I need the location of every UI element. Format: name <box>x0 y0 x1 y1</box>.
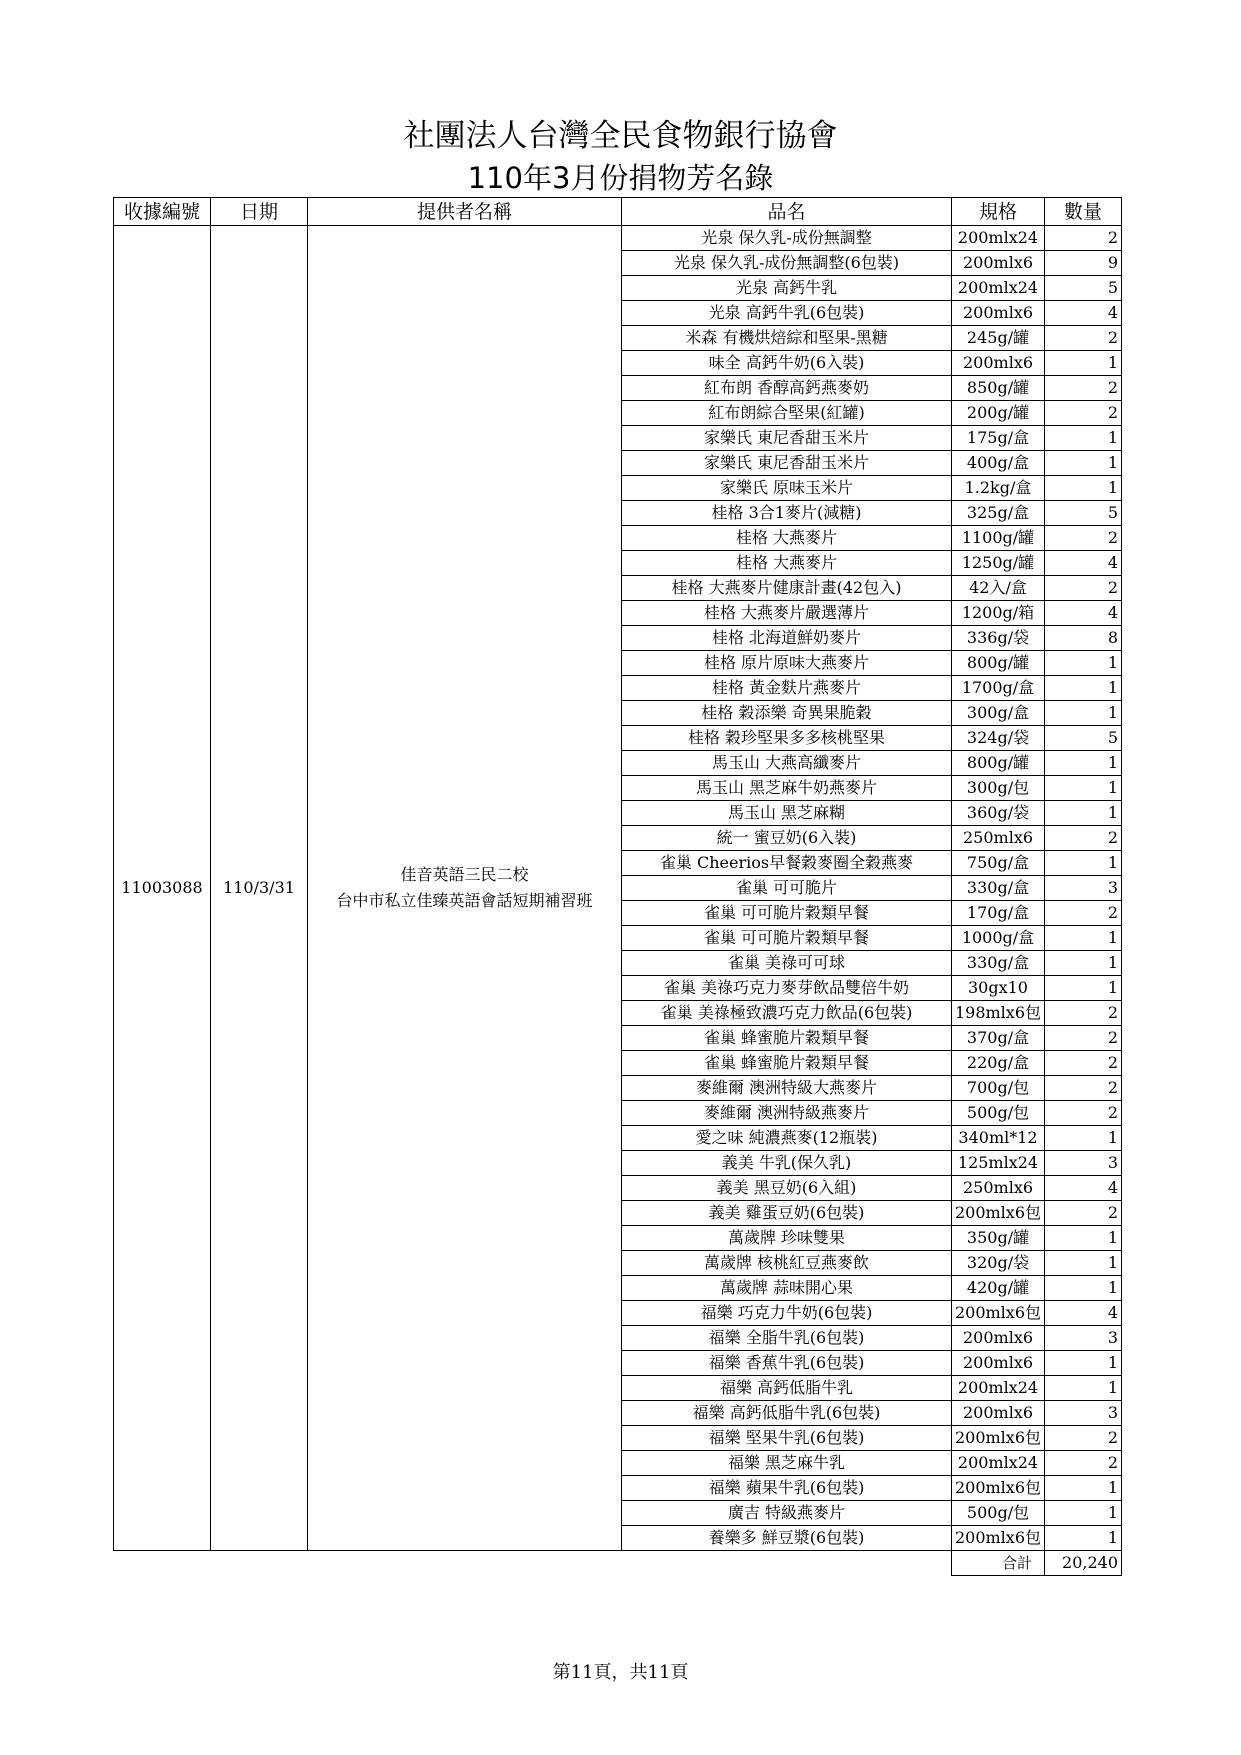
item-spec: 200mlx24 <box>952 1376 1045 1401</box>
item-name: 雀巢 美祿極致濃巧克力飲品(6包裝) <box>622 1001 952 1026</box>
header-qty: 數量 <box>1045 198 1122 226</box>
item-qty: 1 <box>1045 451 1122 476</box>
item-qty: 1 <box>1045 701 1122 726</box>
item-qty: 1 <box>1045 1351 1122 1376</box>
document-title: 社團法人台灣全民食物銀行協會 <box>403 118 838 154</box>
item-qty: 5 <box>1045 726 1122 751</box>
item-name: 福樂 高鈣低脂牛乳(6包裝) <box>622 1401 952 1426</box>
item-name: 雀巢 美祿巧克力麥芽飲品雙倍牛奶 <box>622 976 952 1001</box>
item-spec: 340ml*12 <box>952 1126 1045 1151</box>
provider-name <box>308 226 622 1551</box>
item-qty: 4 <box>1045 301 1122 326</box>
item-spec: 1100g/罐 <box>952 526 1045 551</box>
blank-cell <box>308 1551 622 1576</box>
item-name: 光泉 高鈣牛乳(6包裝) <box>622 301 952 326</box>
item-spec: 175g/盒 <box>952 426 1045 451</box>
item-qty: 2 <box>1045 401 1122 426</box>
item-qty: 3 <box>1045 876 1122 901</box>
item-spec: 200mlx6 <box>952 1326 1045 1351</box>
item-qty: 2 <box>1045 226 1122 251</box>
header-item: 品名 <box>622 198 952 226</box>
item-spec: 200mlx6 <box>952 1351 1045 1376</box>
item-name: 麥維爾 澳洲特級大燕麥片 <box>622 1076 952 1101</box>
item-qty: 2 <box>1045 326 1122 351</box>
item-qty: 1 <box>1045 1501 1122 1526</box>
item-qty: 1 <box>1045 676 1122 701</box>
item-name: 桂格 大燕麥片 <box>622 526 952 551</box>
item-spec: 370g/盒 <box>952 1026 1045 1051</box>
item-name: 福樂 巧克力牛奶(6包裝) <box>622 1301 952 1326</box>
item-qty: 1 <box>1045 651 1122 676</box>
donation-table <box>113 197 1122 1576</box>
item-spec: 420g/罐 <box>952 1276 1045 1301</box>
total-value: 20,240 <box>1045 1551 1122 1576</box>
item-spec: 200mlx6包 <box>952 1526 1045 1551</box>
item-qty: 1 <box>1045 801 1122 826</box>
item-qty: 1 <box>1045 926 1122 951</box>
item-name: 味全 高鈣牛奶(6入裝) <box>622 351 952 376</box>
item-spec: 198mlx6包 <box>952 1001 1045 1026</box>
document-subtitle: 110年3月份捐物芳名錄 <box>467 161 774 195</box>
header-date: 日期 <box>211 198 308 226</box>
page-footer: 第11頁，共11頁 <box>552 1662 689 1683</box>
provider-name-line1: 佳音英語三民二校 <box>400 865 529 884</box>
table-header-row <box>114 198 1122 226</box>
item-name: 桂格 原片原味大燕麥片 <box>622 651 952 676</box>
item-spec: 170g/盒 <box>952 901 1045 926</box>
item-name: 福樂 黑芝麻牛乳 <box>622 1451 952 1476</box>
item-qty: 1 <box>1045 1476 1122 1501</box>
item-qty: 2 <box>1045 826 1122 851</box>
item-spec: 200mlx6 <box>952 1401 1045 1426</box>
item-spec: 325g/盒 <box>952 501 1045 526</box>
item-spec: 500g/包 <box>952 1501 1045 1526</box>
header-provider: 提供者名稱 <box>308 198 622 226</box>
item-qty: 1 <box>1045 776 1122 801</box>
item-name: 家樂氏 原味玉米片 <box>622 476 952 501</box>
table-body <box>114 226 1122 1576</box>
item-name: 桂格 大燕麥片嚴選薄片 <box>622 601 952 626</box>
item-name: 桂格 大燕麥片健康計畫(42包入) <box>622 576 952 601</box>
item-qty: 2 <box>1045 1051 1122 1076</box>
item-name: 光泉 高鈣牛乳 <box>622 276 952 301</box>
item-spec: 1.2kg/盒 <box>952 476 1045 501</box>
item-qty: 4 <box>1045 601 1122 626</box>
header-spec: 規格 <box>952 198 1045 226</box>
item-qty: 1 <box>1045 1276 1122 1301</box>
item-spec: 1200g/箱 <box>952 601 1045 626</box>
item-name: 光泉 保久乳-成份無調整(6包裝) <box>622 251 952 276</box>
item-spec: 200mlx24 <box>952 1451 1045 1476</box>
item-qty: 4 <box>1045 1176 1122 1201</box>
item-spec: 200mlx24 <box>952 226 1045 251</box>
item-spec: 42入/盒 <box>952 576 1045 601</box>
provider-name-line2: 台中市私立佳臻英語會話短期補習班 <box>336 891 593 910</box>
item-name: 麥維爾 澳洲特級燕麥片 <box>622 1101 952 1126</box>
item-name: 馬玉山 黑芝麻糊 <box>622 801 952 826</box>
item-spec: 250mlx6 <box>952 826 1045 851</box>
item-spec: 200mlx6 <box>952 351 1045 376</box>
item-name: 桂格 黃金麩片燕麥片 <box>622 676 952 701</box>
donation-date: 110/3/31 <box>211 226 308 1551</box>
item-qty: 2 <box>1045 1101 1122 1126</box>
item-name: 福樂 堅果牛乳(6包裝) <box>622 1426 952 1451</box>
item-spec: 350g/罐 <box>952 1226 1045 1251</box>
item-name: 紅布朗綜合堅果(紅罐) <box>622 401 952 426</box>
item-name: 家樂氏 東尼香甜玉米片 <box>622 451 952 476</box>
item-name: 統一 蜜豆奶(6入裝) <box>622 826 952 851</box>
item-spec: 200mlx24 <box>952 276 1045 301</box>
item-qty: 2 <box>1045 1451 1122 1476</box>
item-spec: 750g/盒 <box>952 851 1045 876</box>
item-spec: 360g/袋 <box>952 801 1045 826</box>
item-name: 養樂多 鮮豆漿(6包裝) <box>622 1526 952 1551</box>
item-qty: 3 <box>1045 1151 1122 1176</box>
item-name: 福樂 全脂牛乳(6包裝) <box>622 1326 952 1351</box>
item-name: 義美 牛乳(保久乳) <box>622 1151 952 1176</box>
item-name: 雀巢 Cheerios早餐穀麥圈全穀燕麥 <box>622 851 952 876</box>
item-qty: 2 <box>1045 901 1122 926</box>
item-qty: 1 <box>1045 1251 1122 1276</box>
item-spec: 200mlx6包 <box>952 1201 1045 1226</box>
item-name: 光泉 保久乳-成份無調整 <box>622 226 952 251</box>
item-spec: 300g/包 <box>952 776 1045 801</box>
item-qty: 3 <box>1045 1401 1122 1426</box>
item-qty: 1 <box>1045 1126 1122 1151</box>
item-qty: 4 <box>1045 551 1122 576</box>
item-qty: 9 <box>1045 251 1122 276</box>
item-name: 義美 雞蛋豆奶(6包裝) <box>622 1201 952 1226</box>
item-name: 廣吉 特級燕麥片 <box>622 1501 952 1526</box>
item-name: 萬歲牌 蒜味開心果 <box>622 1276 952 1301</box>
blank-cell <box>114 1551 211 1576</box>
item-name: 愛之味 純濃燕麥(12瓶裝) <box>622 1126 952 1151</box>
item-name: 萬歲牌 珍味雙果 <box>622 1226 952 1251</box>
item-name: 桂格 北海道鮮奶麥片 <box>622 626 952 651</box>
item-name: 萬歲牌 核桃紅豆燕麥飲 <box>622 1251 952 1276</box>
item-name: 雀巢 可可脆片穀類早餐 <box>622 901 952 926</box>
item-qty: 8 <box>1045 626 1122 651</box>
item-spec: 336g/袋 <box>952 626 1045 651</box>
item-name: 雀巢 可可脆片穀類早餐 <box>622 926 952 951</box>
item-name: 馬玉山 大燕高纖麥片 <box>622 751 952 776</box>
item-qty: 2 <box>1045 376 1122 401</box>
item-spec: 800g/罐 <box>952 751 1045 776</box>
item-qty: 1 <box>1045 951 1122 976</box>
item-spec: 1000g/盒 <box>952 926 1045 951</box>
item-name: 桂格 穀添樂 奇異果脆穀 <box>622 701 952 726</box>
item-name: 桂格 穀珍堅果多多核桃堅果 <box>622 726 952 751</box>
item-qty: 5 <box>1045 501 1122 526</box>
item-qty: 1 <box>1045 851 1122 876</box>
item-spec: 200mlx6 <box>952 251 1045 276</box>
total-label: 合計 <box>952 1551 1045 1576</box>
item-spec: 200mlx6 <box>952 301 1045 326</box>
item-spec: 850g/罐 <box>952 376 1045 401</box>
item-spec: 320g/袋 <box>952 1251 1045 1276</box>
header-receipt: 收據編號 <box>114 198 211 226</box>
blank-cell <box>211 1551 308 1576</box>
item-name: 雀巢 可可脆片 <box>622 876 952 901</box>
item-qty: 2 <box>1045 1026 1122 1051</box>
item-name: 福樂 高鈣低脂牛乳 <box>622 1376 952 1401</box>
item-spec: 220g/盒 <box>952 1051 1045 1076</box>
item-spec: 200mlx6包 <box>952 1476 1045 1501</box>
item-name: 桂格 3合1麥片(減糖) <box>622 501 952 526</box>
item-name: 桂格 大燕麥片 <box>622 551 952 576</box>
item-spec: 300g/盒 <box>952 701 1045 726</box>
item-qty: 1 <box>1045 1526 1122 1551</box>
item-spec: 1250g/罐 <box>952 551 1045 576</box>
item-qty: 2 <box>1045 1076 1122 1101</box>
item-spec: 800g/罐 <box>952 651 1045 676</box>
item-spec: 330g/盒 <box>952 951 1045 976</box>
item-name: 福樂 香蕉牛乳(6包裝) <box>622 1351 952 1376</box>
item-name: 雀巢 蜂蜜脆片穀類早餐 <box>622 1026 952 1051</box>
item-qty: 4 <box>1045 1301 1122 1326</box>
item-qty: 5 <box>1045 276 1122 301</box>
item-qty: 2 <box>1045 526 1122 551</box>
item-qty: 1 <box>1045 476 1122 501</box>
item-spec: 250mlx6 <box>952 1176 1045 1201</box>
item-name: 米森 有機烘焙綜和堅果-黑糖 <box>622 326 952 351</box>
item-qty: 2 <box>1045 1201 1122 1226</box>
item-spec: 125mlx24 <box>952 1151 1045 1176</box>
table-row <box>114 226 1122 251</box>
item-name: 雀巢 蜂蜜脆片穀類早餐 <box>622 1051 952 1076</box>
item-spec: 245g/罐 <box>952 326 1045 351</box>
item-spec: 200mlx6包 <box>952 1301 1045 1326</box>
item-qty: 1 <box>1045 1226 1122 1251</box>
item-spec: 400g/盒 <box>952 451 1045 476</box>
item-spec: 200mlx6包 <box>952 1426 1045 1451</box>
item-qty: 1 <box>1045 751 1122 776</box>
item-qty: 1 <box>1045 976 1122 1001</box>
item-spec: 500g/包 <box>952 1101 1045 1126</box>
item-spec: 330g/盒 <box>952 876 1045 901</box>
item-spec: 30gx10 <box>952 976 1045 1001</box>
item-name: 福樂 蘋果牛乳(6包裝) <box>622 1476 952 1501</box>
item-name: 馬玉山 黑芝麻牛奶燕麥片 <box>622 776 952 801</box>
item-qty: 1 <box>1045 351 1122 376</box>
item-spec: 1700g/盒 <box>952 676 1045 701</box>
item-qty: 1 <box>1045 426 1122 451</box>
item-name: 紅布朗 香醇高鈣燕麥奶 <box>622 376 952 401</box>
item-name: 雀巢 美祿可可球 <box>622 951 952 976</box>
item-spec: 324g/袋 <box>952 726 1045 751</box>
item-qty: 2 <box>1045 1001 1122 1026</box>
item-spec: 700g/包 <box>952 1076 1045 1101</box>
receipt-number: 11003088 <box>114 226 211 1551</box>
item-qty: 1 <box>1045 1376 1122 1401</box>
blank-cell <box>622 1551 952 1576</box>
total-row <box>114 1551 1122 1576</box>
item-name: 義美 黑豆奶(6入組) <box>622 1176 952 1201</box>
item-spec: 200g/罐 <box>952 401 1045 426</box>
item-qty: 3 <box>1045 1326 1122 1351</box>
item-qty: 2 <box>1045 1426 1122 1451</box>
item-name: 家樂氏 東尼香甜玉米片 <box>622 426 952 451</box>
item-qty: 2 <box>1045 576 1122 601</box>
